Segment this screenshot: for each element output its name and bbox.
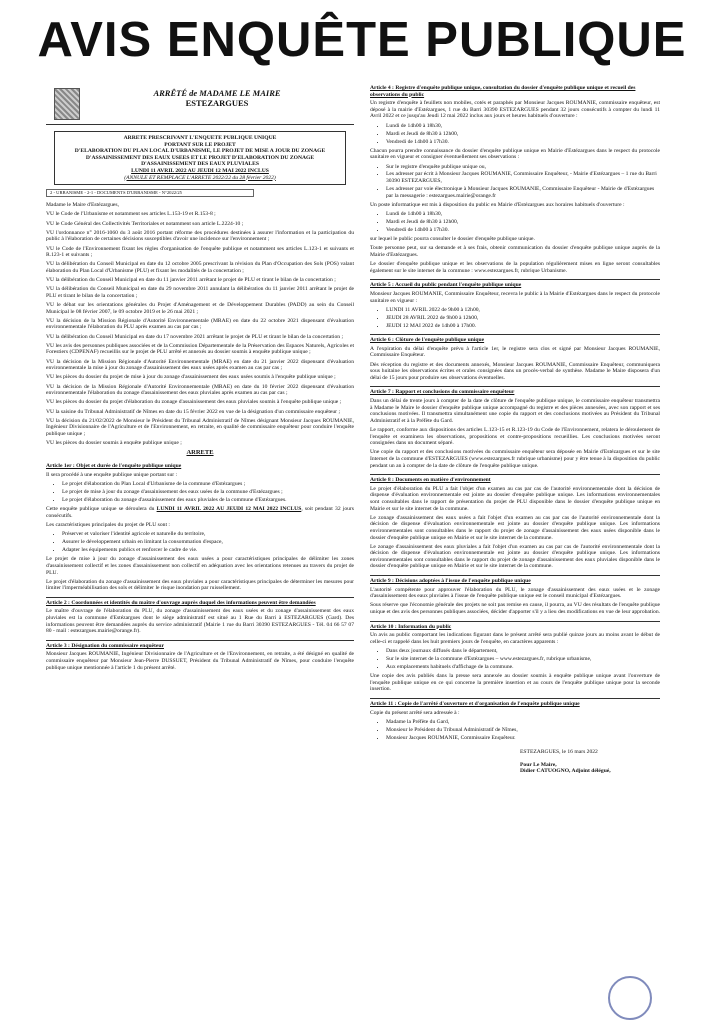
- list-item: • Dans deux journaux diffusés dans le département,: [386, 648, 660, 655]
- place-date: ESTEZARGUES, le 16 mars 2022: [520, 749, 598, 756]
- vu-item: VU les pièces du dossier soumis à enquête publique unique ;: [46, 440, 182, 447]
- vu-item: VU le Code de l'Environnement fixant les règles d'organisation de l'enquête publique et notamment ses articles L.123-1 et suivants et R.123-1 et suivants ;: [46, 245, 354, 259]
- list-item: • JEUDI 28 AVRIL 2022 de 9h00 à 12h00,: [386, 315, 660, 322]
- vu-item: VU les pièces du dossier du projet d'élaboration du zonage d'assainissement des eaux pluviales soumis à l'enquête publique unique ;: [46, 399, 342, 406]
- article-2-title: Article 2 : Coordonnées et identités du maître d'ouvrage auprès duquel des informations peuvent être demandées: [46, 597, 354, 607]
- vu-item: VU la délibération du Conseil Municipal en date du 17 novembre 2021 arrêtant le projet de PLU et tirant le bilan de la concertation ;: [46, 333, 343, 340]
- vu-item: VU la décision du 21/02/2022 de Monsieur le Président du Tribunal Administratif de Nîmes désignant Monsieur Jacques ROUMANIE, Ingénieur Divisionnaire de l'Agriculture et de l'Environnement, en retraite, en qualité de commissaire enquêteur pour conduire l'enquête publique unique ;: [46, 417, 354, 437]
- document-reference: 2 - URBANISME - 2-1 - DOCUMENTS D'URBANISME - N°2022/25: [46, 189, 254, 197]
- list-item: • Monsieur le Président du Tribunal Administratif de Nîmes,: [386, 727, 660, 734]
- list-item: • Aux emplacements habituels d'affichage de la commune.: [386, 664, 660, 671]
- list-item: • Lundi de 14h00 à 18h30,: [386, 211, 660, 218]
- list-item: • Lundi de 14h00 à 18h30,: [386, 123, 660, 130]
- vu-item: VU les avis des personnes publiques associées et de la Commission Départementale de la Préservation des Espaces Naturels, Agricoles et Forestiers (CDPENAF) recueillis sur le projet de PLU arrêté et annexés au dossier soumis à enquête publique unique ;: [46, 342, 354, 356]
- page-title: AVIS ENQUÊTE PUBLIQUE: [37, 13, 687, 67]
- article-1-title: Article 1er : Objet et durée de l'enquête publique unique: [46, 463, 182, 470]
- vu-item: VU la délibération du Conseil Municipal en date du 29 novembre 2011 annulant la délibération du 11 janvier 2011 arrêtant le projet de PLU et tirant le bilan de la concertation ;: [46, 286, 354, 299]
- vu-item: VU le débat sur les orientations générales du Projet d'Aménagement et de Développement Durables (PADD) au sein du Conseil Municipal le 08 février 2007, le 09 octobre 2019 et le 26 mai 2021 ;: [46, 302, 354, 315]
- left-column: ARRÊTÉ de MADAME LE MAIRE ESTEZARGUES ARRETE PRESCRIVANT L'ENQUETE PUBLIQUE UNIQUE PORTANT SUR LE PROJET D'ELABORATION DU PLAN LOCAL D'URBANISME, LE PROJET DE MISE A JOUR DU ZONAGE D'ASSAINISSEMENT DES EAUX USEES ET LE PROJET D'ELABORATION DU ZONAGE D'ASSAINISSEMENT DES EAUX PLUVIALES LUNDI 11 AVRIL 2022 AU JEUDI 12 MAI 2022 INCLUS (ANNULE ET REMPLACE L'ARRETE 2022/22 du 28 février 2022) 2 - URBANISME - 2-1 - DOCUMENTS D'URBANISME - N°2022/25 Madame le Maire d'Estézargues, VU le Code de l'Urbanisme et notamment ses articles L.153-19 et R.153-8 ; VU le Code Général des Collectivités Territoriales et notamment son article L.2224-10 ; VU l'ordonnance n° 2016-1060 du 3 août 2016 portant réforme des procédures destinées à assurer l'information et la participation du public à l'élaboration de certaines décisions susceptibles d'avoir une incidence sur l'environnement ; VU le Code de l'Environnement fixant les règles d'organisation de l'enquête publique et notamment ses articles L.123-1 et suivants et R.123-1 et suivants ; VU la délibération du Conseil Municipal en date du 12 octobre 2005 prescrivant la révision du Plan d'Occupation des Sols (POS) valant élaboration du Plan Local d'Urbanisme (PLU) et fixant les modalités de la concertation ; VU la délibération du Conseil Municipal en date du 11 janvier 2011 arrêtant le projet de PLU et tirant le bilan de la concertation ; VU la délibération du Conseil Municipal en date du 29 novembre 2011 annulant la délibération du 11 janvier 2011 arrêtant le projet de PLU et tirant le bilan de la concertation ; VU le débat sur les orientations générales du Projet d'Aménagement et de Développement Durables (PADD) au sein du Conseil Municipal le 08 février 2007, le 09 octobre 2019 et le 26 mai 2021 ; VU la décision de la Mission Régionale d'Autorité Environnementale (MRAE) en date du 22 octobre 2021 dispensant d'évaluation environnementale l'élaboration du PLU après examen au cas par cas ; VU la délibération du Conseil Municipal en date du 17 novembre 2021 arrêtant le projet de PLU et tirant le bilan de la concertation ; VU les avis des personnes publiques associées et de la Commission Départementale de la Préservation des Espaces Naturels, Agricoles et Forestiers (CDPENAF) recueillis sur le projet de PLU arrêté et annexés au dossier soumis à enquête publique unique ; VU la décision de la Mission Régionale d'Autorité Environnementale (MRAE) en date du 21 janvier 2022 dispensant d'évaluation environnementale la mise à jour du zonage d'assainissement des eaux usées après examen au cas par cas ; VU les pièces du dossier du projet de mise à jour du zonage d'assainissement des eaux usées soumis à l'enquête publique unique ; VU la décision de la Mission Régionale d'Autorité Environnementale (MRAE) en date du 10 février 2022 dispensant d'évaluation environnementale l'élaboration du zonage d'assainissement des eaux pluviales après examen au cas par cas ; VU les pièces du dossier du projet d'élaboration du zonage d'assainissement des eaux pluviales soumis à l'enquête publique unique ; VU la saisine du Tribunal Administratif de Nîmes en date du 15 février 2022 en vue de la désignation d'un commissaire enquêteur ; VU la décision du 21/02/2022 de Monsieur le Président du Tribunal Administratif de Nîmes désignant Monsieur Jacques ROUMANIE, Ingénieur Divisionnaire de l'Agriculture et de l'Environnement, en retraite, en qualité de commissaire enquêteur pour conduire l'enquête publique unique ; VU les pièces du dossier soumis à enquête publique unique ; ARRETE Article 1er : Objet et durée de l'enquête publique unique Il sera procédé à une enquête publique unique portant sur : • Le projet d'élaboration du Plan Local d'Urbanisme de la commune d'Estézargues ; • Le projet de mise à jour du zonage d'assainissement des eaux usées de la commune d'Estézargues ; • Le projet d'élaboration du zonage d'assainissement des eaux pluviales de la commune d'Estézargues. Cette enquête publique unique se déroulera du LUNDI 11 AVRIL 2022 AU JEUDI 12 MAI 2022 INCLUS, soit pendant 32 jours consécutifs. Les caractéristiques principales du projet de PLU sont : • Préserver et valoriser l'identité agricole et naturelle du territoire, • Assurer le développement urbain en limitant la consommation d'espace, • Adapter les équipements publics et renforcer le cadre de vie. Le projet de mise à jour du zonage d'assainissement des eaux usées a pour caractéristiques principales de délimiter les zones d'assainissement collectif et les zones d'assainissement non collectif en adéquation avec les orientations retenues au travers du projet de PLU. Le projet d'élaboration du zonage d'assainissement des eaux pluviales a pour caractéristiques principales de déterminer les mesures pour limiter l'imperméabilisation des sols et délimiter le risque inondation par ruissellement. Article 2 : Coordonnées et identités du maître d'ouvrage auprès duquel des informations peuvent être demandées Le maître d'ouvrage de l'élaboration du PLU, du zonage d'assainissement des eaux usées et du zonage d'assainissement des eaux pluviales est la commune d'Estézargues dont le siège administratif est situé au 1 Rue du Barri à ESTEZARGUES (Gard). Des informations peuvent être demandées auprès du service administratif (Mairie 1 rue du Barri 30390 ESTEZARGUES - Tél. 04 66 57 07 80 - mail : estezargues.mairie@orange.fr). Article 3 : Désignation du commissaire enquêteur Monsieur Jacques ROUMANIE, Ingénieur Divisionnaire de l'Agriculture et de l'Environnement, en retraite, a été désigné en qualité de commissaire enquêteur par Monsieur Jean-Pierre DUSSUET, Président du Tribunal Administratif de Nîmes, pour conduire l'enquête publique unique mentionnée à l'article 1 du présent arrêté.: [46, 80, 354, 1024]
- mairie-stamp-icon: [608, 976, 652, 1020]
- annule-remplace: (ANNULE ET REMPLACE L'ARRETE 2022/22 du 28 février 2022): [124, 174, 276, 181]
- vu-item: VU la délibération du Conseil Municipal en date du 12 octobre 2005 prescrivant la révision du Plan d'Occupation des Sols (POS) valant élaboration du Plan Local d'Urbanisme (PLU) et fixant les modalités de la concertation ;: [46, 261, 354, 274]
- vu-item: VU la décision de la Mission Régionale d'Autorité Environnementale (MRAE) en date du 21 janvier 2022 dispensant d'évaluation environnementale la mise à jour du zonage d'assainissement des eaux usées après examen au cas par cas ;: [46, 358, 354, 372]
- vu-item: VU la décision de la Mission Régionale d'Autorité Environnementale (MRAE) en date du 10 février 2022 dispensant d'évaluation environnementale l'élaboration du zonage d'assainissement des eaux pluviales après examen au cas par cas ;: [46, 383, 354, 397]
- list-item: • Préserver et valoriser l'identité agricole et naturelle du territoire,: [62, 531, 354, 538]
- list-item: • JEUDI 12 MAI 2022 de 14h00 à 17h00.: [386, 323, 660, 330]
- list-item: • Madame la Préfète du Gard,: [386, 719, 660, 726]
- article-7-title: Article 7 : Rapport et conclusions du commissaire enquêteur: [370, 386, 660, 396]
- vu-item: VU la décision de la Mission Régionale d'Autorité Environnementale (MRAE) en date du 22 octobre 2021 dispensant d'évaluation environnementale l'élaboration du PLU après examen au cas par cas ;: [46, 317, 354, 331]
- vu-list: [46, 211, 354, 446]
- vu-item: VU l'ordonnance n° 2016-1060 du 3 août 2016 portant réforme des procédures destinées à assurer l'information et la participation du public à l'élaboration de certaines décisions susceptibles d'avoir une incidence sur l'environnement ;: [46, 229, 354, 243]
- article-10-title: Article 10 : Information du public: [370, 621, 660, 631]
- article-1-list: [46, 481, 354, 504]
- vu-item: VU la saisine du Tribunal Administratif de Nîmes en date du 15 février 2022 en vue de la désignation d'un commissaire enquêteur ;: [46, 408, 340, 415]
- list-item: • Les adresser par écrit à Monsieur Jacques ROUMANIE, Commissaire Enquêteur, - Mairie d'Estézargues – 1 rue du Barri 30390 ESTEZARGUES,: [386, 171, 660, 184]
- arrete-object-box: ARRETE PRESCRIVANT L'ENQUETE PUBLIQUE UNIQUE PORTANT SUR LE PROJET D'ELABORATION DU PLAN LOCAL D'URBANISME, LE PROJET DE MISE A JOUR DU ZONAGE D'ASSAINISSEMENT DES EAUX USEES ET LE PROJET D'ELABORATION DU ZONAGE D'ASSAINISSEMENT DES EAUX PLUVIALES LUNDI 11 AVRIL 2022 AU JEUDI 12 MAI 2022 INCLUS (ANNULE ET REMPLACE L'ARRETE 2022/22 du 28 février 2022): [54, 131, 346, 185]
- intro: Madame le Maire d'Estézargues,: [46, 202, 119, 209]
- vu-item: VU la délibération du Conseil Municipal en date du 11 janvier 2011 arrêtant le projet de PLU et tirant le bilan de la concertation ;: [46, 277, 336, 284]
- list-item: • Mardi et Jeudi de 8h30 à 12h00,: [386, 131, 660, 138]
- vu-item: VU les pièces du dossier du projet de mise à jour du zonage d'assainissement des eaux usées soumis à l'enquête publique unique ;: [46, 374, 336, 381]
- article-1-dates: LUNDI 11 AVRIL 2022 AU JEUDI 12 MAI 2022 INCLUS: [156, 506, 302, 513]
- list-item: • Sur le site internet de la commune d'Estézargues – www.estezargues.fr, rubrique urbanisme,: [386, 656, 660, 663]
- list-item: • LUNDI 11 AVRIL 2022 de 9h00 à 12h00,: [386, 307, 660, 314]
- right-column: Article 4 : Registre d'enquête publique unique, consultation du dossier d'enquête publique unique et recueil des observations du public Un registre d'enquête à feuillets non mobiles, cotés et paraphés par Monsieur Jacques ROUMANIE, commissaire enquêteur, est déposé à la mairie d'Estézargues, 1 rue du Barri 30390 ESTEZARGUES pendant 32 jours consécutifs à compter du lundi 11 Avril 2022 et ce jusqu'au Jeudi 12 mai 2022 inclus aux jours et heures habituels d'ouverture : • Lundi de 14h00 à 18h30, • Mardi et Jeudi de 8h30 à 12h00, • Vendredi de 14h00 à 17h30. Chacun pourra prendre connaissance du dossier d'enquête publique unique en Mairie d'Estézargues dans le respect du protocole sanitaire en vigueur et consigner éventuellement ses observations : • Sur le registre d'enquête publique unique ou, • Les adresser par écrit à Monsieur Jacques ROUMANIE, Commissaire Enquêteur, - Mairie d'Estézargues – 1 rue du Barri 30390 ESTEZARGUES, • Les adresser par voie électronique à Monsieur Jacques ROUMANIE, Commissaire Enquêteur - Mairie de d'Estézargues par la messagerie : estezargues.mairie@orange.fr Un poste informatique est mis à disposition du public en Mairie d'Estézargues aux horaires habituels d'ouverture : • Lundi de 14h00 à 18h30, • Mardi et Jeudi de 8h30 à 12h00, • Vendredi de 14h00 à 17h30. sur lequel le public pourra consulter le dossier d'enquête publique unique. Toute personne peut, sur sa demande et à ses frais, obtenir communication du dossier d'enquête publique unique auprès de la Mairie d'Estézargues. Le dossier d'enquête publique unique et les observations de la population régulièrement mises en ligne seront consultables également sur le site internet de la commune : www.estezargues.fr, rubrique Urbanisme. Article 5 : Accueil du public pendant l'enquête publique unique Monsieur Jacques ROUMANIE, Commissaire Enquêteur, recevra le public à la Mairie d'Estézargues dans le respect du protocole sanitaire en vigueur : • LUNDI 11 AVRIL 2022 de 9h00 à 12h00, • JEUDI 28 AVRIL 2022 de 9h00 à 12h00, • JEUDI 12 MAI 2022 de 14h00 à 17h00. Article 6 : Clôture de l'enquête publique unique A l'expiration du délai d'enquête prévu à l'article 1er, le registre sera clos et signé par Monsieur Jacques ROUMANIE, Commissaire Enquêteur. Dès réception du registre et des documents annexés, Monsieur Jacques ROUMANIE, Commissaire Enquêteur, communiquera sous huitaine les observations écrites et orales consignées dans un procès-verbal de synthèse. Madame le Maire disposera d'un délai de 15 jours pour produire ses observations éventuelles. Article 7 : Rapport et conclusions du commissaire enquêteur Dans un délai de trente jours à compter de la date de clôture de l'enquête publique unique, le commissaire enquêteur transmettra à Madame le Maire le dossier d'enquête publique unique accompagné du registre et des pièces annexées, avec son rapport et ses conclusions motivées. Il transmettra simultanément une copie du rapport et des conclusions motivées au Président du Tribunal Administratif et à la Préfète du Gard. Le rapport, conforme aux dispositions des articles L.123-15 et R.123-19 du Code de l'Environnement, relatera le déroulement de l'enquête et examinera les observations, propositions et contre-propositions recueillies. Les conclusions motivées seront consignées dans un document séparé. Une copie du rapport et des conclusions motivées du commissaire enquêteur sera déposée en Mairie d'Estézargues et sur le site Internet de la commune d'ESTEZARGUES (www.estezargues.fr rubrique urbanisme) pour y être tenue à la disposition du public pendant un an à compter de la date de clôture de l'enquête publique unique. Article 8 : Documents en matière d'environnement Le projet d'élaboration du PLU a fait l'objet d'un examen au cas par cas de l'autorité environnementale dont la décision de dispense d'évaluation environnementale est jointe au dossier d'enquête publique unique. Les informations environnementales sont consultables dans le rapport de présentation du projet de PLU disponible dans le dossier d'enquête publique unique en Mairie et sur le site internet de la commune. Le zonage d'assainissement des eaux usées a fait l'objet d'un examen au cas par cas de l'autorité environnementale dont la décision de dispense d'évaluation environnementale est jointe au dossier d'enquête publique unique. Les informations environnementales sont consultables dans le rapport du projet de zonage d'assainissement des eaux usées disponible dans le dossier d'enquête publique unique en Mairie et sur le site internet de la commune. Le zonage d'assainissement des eaux pluviales a fait l'objet d'un examen au cas par cas de l'autorité environnementale dont la décision de dispense d'évaluation environnementale est jointe au dossier d'enquête publique unique. Les informations environnementales sont consultables dans le rapport du projet de zonage d'assainissement des eaux pluviales disponible dans le dossier d'enquête publique unique en Mairie et sur le site internet de la commune. Article 9 : Décisions adoptées à l'issue de l'enquête publique unique L'autorité compétente pour approuver l'élaboration du PLU, le zonage d'assainissement des eaux usées et le zonage d'assainissement des eaux pluviales à l'issue de l'enquête publique unique est le conseil municipal d'Estézargues. Sous réserve que l'économie générale des projets ne soit pas remise en cause, il pourra, au VU des résultats de l'enquête publique unique et des avis des personnes publiques associées, décider d'apporter s'il y a lieu des modifications en vue de leur approbation. Article 10 : Information du public Un avis au public comportant les indications figurant dans le présent arrêté sera publié quinze jours au moins avant le début de celle-ci et rappelé dans les huit premiers jours de l'enquête, en caractères apparents : • Dans deux journaux diffusés dans le département, • Sur le site internet de la commune d'Estézargues – www.estezargues.fr, rubrique urbanisme, • Aux emplacements habituels d'affichage de la commune. Une copie des avis publiés dans la presse sera annexée au dossier soumis à enquête publique unique avant l'ouverture de l'enquête publique unique en ce qui concerne la première insertion et au cours de l'enquête publique unique pour la seconde insertion. Article 11 : Copie de l'arrêté d'ouverture et d'organisation de l'enquête publique unique Copie du présent arrêté sera adressée à : • Madame la Préfète du Gard, • Monsieur le Président du Tribunal Administratif de Nîmes, • Monsieur Jacques ROUMANIE, Commissaire Enquêteur. ESTEZARGUES, le 16 mars 2022 Pour Le Maire, Didier CATUOGNO, Adjoint délégué,: [370, 80, 660, 1024]
- commune-name: ESTEZARGUES: [185, 98, 249, 108]
- list-item: • Le projet d'élaboration du Plan Local d'Urbanisme de la commune d'Estézargues ;: [62, 481, 354, 488]
- list-item: • Monsieur Jacques ROUMANIE, Commissaire Enquêteur.: [386, 735, 660, 742]
- article-8-title: Article 8 : Documents en matière d'environnement: [370, 474, 660, 484]
- list-item: • Adapter les équipements publics et renforcer le cadre de vie.: [62, 547, 354, 554]
- arrete-heading: ARRETE: [186, 448, 214, 456]
- list-item: • Les adresser par voie électronique à Monsieur Jacques ROUMANIE, Commissaire Enquêteur - Mairie de d'Estézargues par la messagerie : estezargues.mairie@orange.fr: [386, 186, 660, 199]
- list-item: • Sur le registre d'enquête publique unique ou,: [386, 164, 660, 171]
- article-11-title: Article 11 : Copie de l'arrêté d'ouverture et d'organisation de l'enquête publique unique: [370, 698, 660, 708]
- list-item: • Vendredi de 14h00 à 17h30.: [386, 227, 660, 234]
- arrete-title: ARRÊTÉ de MADAME LE MAIRE: [153, 88, 281, 98]
- article-3-title: Article 3 : Désignation du commissaire enquêteur: [46, 640, 354, 650]
- article-4-title: Article 4 : Registre d'enquête publique unique, consultation du dossier d'enquête publique unique et recueil des observations du public: [370, 85, 636, 98]
- article-6-title: Article 6 : Clôture de l'enquête publique unique: [370, 334, 660, 344]
- list-item: • Le projet d'élaboration du zonage d'assainissement des eaux pluviales de la commune d'Estézargues.: [62, 497, 354, 504]
- article-5-title: Article 5 : Accueil du public pendant l'enquête publique unique: [370, 279, 660, 289]
- article-9-title: Article 9 : Décisions adoptées à l'issue de l'enquête publique unique: [370, 575, 660, 585]
- municipal-seal-icon: [54, 88, 80, 120]
- divider: [46, 124, 354, 125]
- signature-block: Pour Le Maire, Didier CATUOGNO, Adjoint délégué,: [520, 761, 611, 775]
- vu-item: VU le Code Général des Collectivités Territoriales et notamment son article L.2224-10 ;: [46, 220, 244, 227]
- enquete-dates: LUNDI 11 AVRIL 2022 AU JEUDI 12 MAI 2022 INCLUS: [131, 167, 269, 174]
- article-1-list-2: [46, 531, 354, 554]
- list-item: • Le projet de mise à jour du zonage d'assainissement des eaux usées de la commune d'Estézargues ;: [62, 489, 354, 496]
- vu-item: VU le Code de l'Urbanisme et notamment ses articles L.153-19 et R.153-8 ;: [46, 211, 216, 218]
- list-item: • Vendredi de 14h00 à 17h30.: [386, 139, 660, 146]
- list-item: • Mardi et Jeudi de 8h30 à 12h00,: [386, 219, 660, 226]
- arrete-header: [46, 88, 354, 120]
- list-item: • Assurer le développement urbain en limitant la consommation d'espace,: [62, 539, 354, 546]
